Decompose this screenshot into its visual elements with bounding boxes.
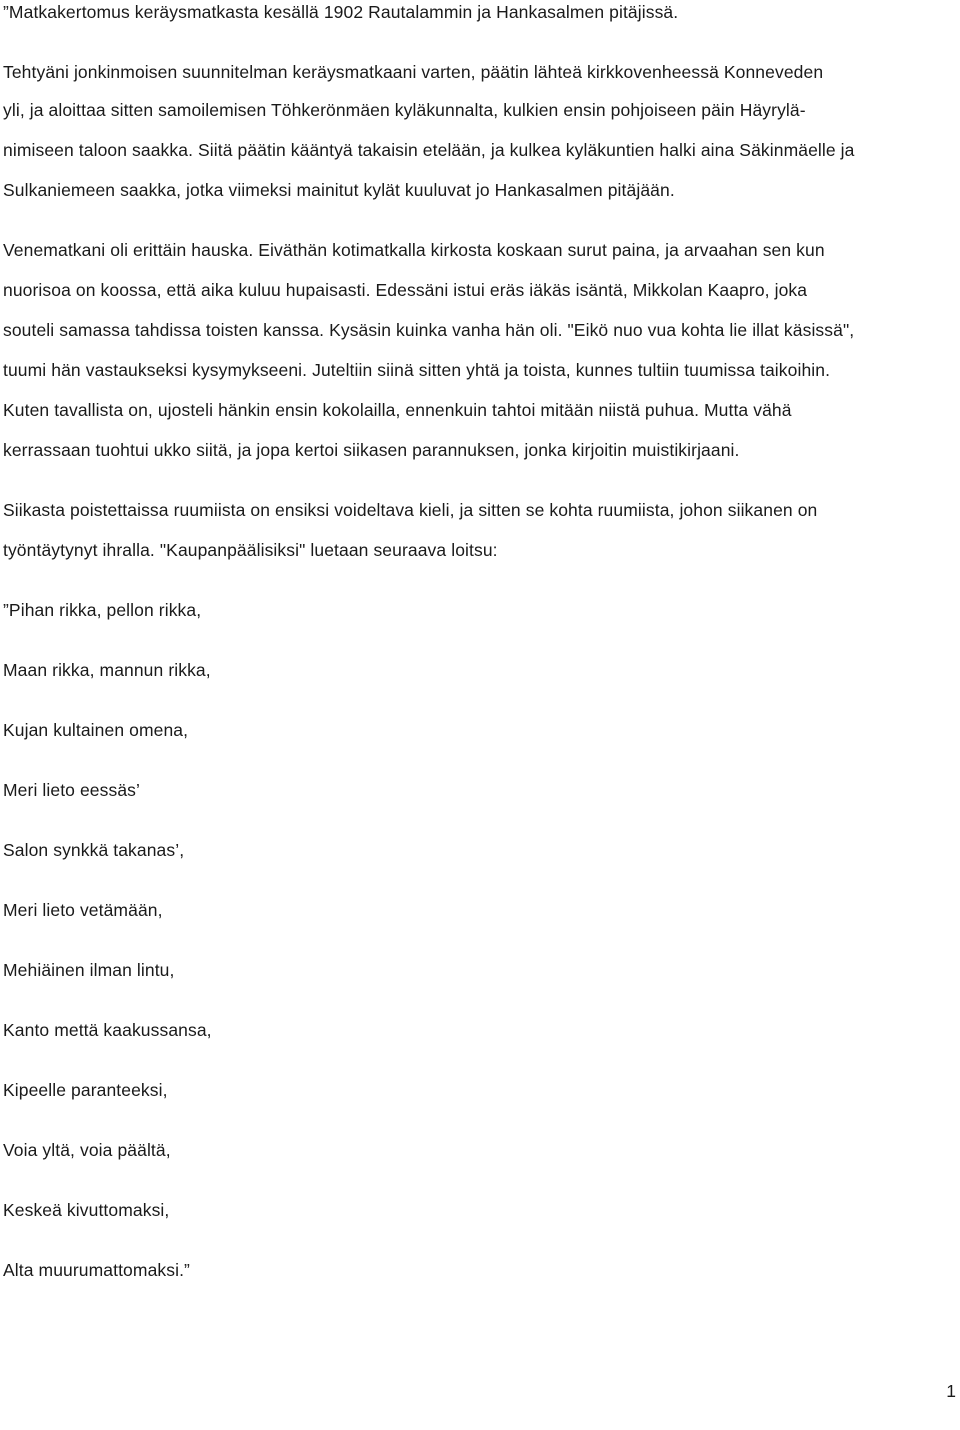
poem-line: Kipeelle paranteeksi, xyxy=(3,1080,168,1100)
paragraph-line: nuorisoa on koossa, että aika kuluu hupaisasti. Edessäni istui eräs iäkäs isäntä, Mikkolan Kaapro, joka xyxy=(3,280,808,300)
paragraph-line: yli, ja aloittaa sitten samoilemisen Töhkerönmäen kyläkunnalta, kulkien ensin pohjoiseen päin Häyrylä- xyxy=(3,100,806,120)
paragraph-line: souteli samassa tahdissa toisten kanssa. Kysäsin kuinka vanha hän oli. "Eikö nuo vua kohta lie illat käsissä", xyxy=(3,320,855,340)
paragraph-line: Tehtyäni jonkinmoisen suunnitelman keräysmatkaani varten, päätin lähteä kirkkovenheessä Konneveden xyxy=(3,62,824,82)
document-heading: ”Matkakertomus keräysmatkasta kesällä 1902 Rautalammin ja Hankasalmen pitäjissä. xyxy=(3,2,679,22)
paragraph-line: Kuten tavallista on, ujosteli hänkin ensin kokolailla, ennenkuin tahtoi mitään niistä puhua. Mutta vähä xyxy=(3,400,792,420)
poem-line: Keskeä kivuttomaksi, xyxy=(3,1200,170,1220)
paragraph-line: Venematkani oli erittäin hauska. Eiväthän kotimatkalla kirkosta koskaan surut paina, ja arvaahan sen kun xyxy=(3,240,825,260)
poem-line: ”Pihan rikka, pellon rikka, xyxy=(3,600,202,620)
poem-line: Maan rikka, mannun rikka, xyxy=(3,660,211,680)
paragraph-line: Sulkaniemeen saakka, jotka viimeksi mainitut kylät kuuluvat jo Hankasalmen pitäjään. xyxy=(3,180,675,200)
poem-line: Mehiäinen ilman lintu, xyxy=(3,960,175,980)
paragraph-line: kerrassaan tuohtui ukko siitä, ja jopa kertoi siikasen parannuksen, jonka kirjoitin muistikirjaani. xyxy=(3,440,740,460)
paragraph-line: nimiseen taloon saakka. Siitä päätin kääntyä takaisin etelään, ja kulkea kyläkuntien halki aina Säkinmäelle ja xyxy=(3,140,855,160)
poem-line: Kujan kultainen omena, xyxy=(3,720,189,740)
poem-line: Alta muurumattomaksi.” xyxy=(3,1260,190,1280)
page-number: 1 xyxy=(946,1381,956,1401)
paragraph-line: Siikasta poistettaissa ruumiista on ensiksi voideltava kieli, ja sitten se kohta ruumiista, johon siikanen on xyxy=(3,500,818,520)
paragraph-line: työntäytynyt ihralla. "Kaupanpäälisiksi" luetaan seuraava loitsu: xyxy=(3,540,498,560)
poem-line: Meri lieto vetämään, xyxy=(3,900,163,920)
poem-line: Voia yltä, voia päältä, xyxy=(3,1140,171,1160)
paragraph-line: tuumi hän vastaukseksi kysymykseeni. Juteltiin siinä sitten yhtä ja toista, kunnes tultiin tuumissa taikoihin. xyxy=(3,360,831,380)
poem-line: Kanto mettä kaakussansa, xyxy=(3,1020,212,1040)
poem-line: Meri lieto eessäs’ xyxy=(3,780,140,800)
poem-line: Salon synkkä takanas’, xyxy=(3,840,185,860)
